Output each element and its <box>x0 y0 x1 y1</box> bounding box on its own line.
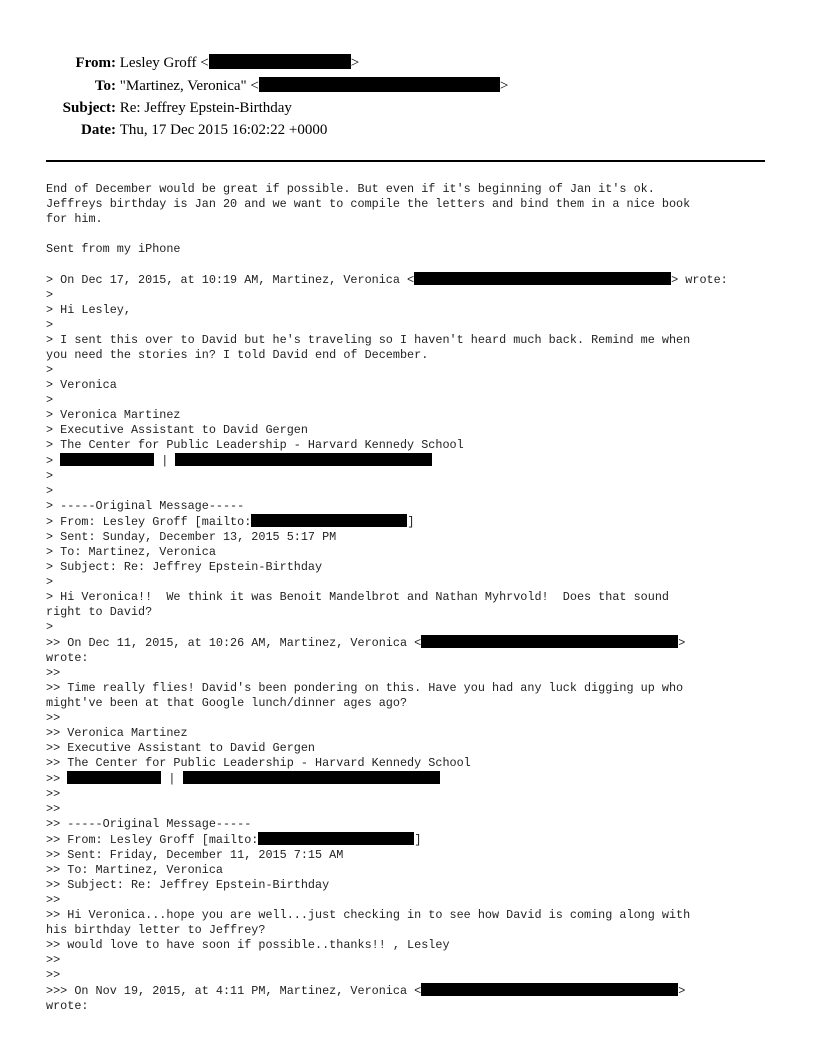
header-subject <box>0 99 292 117</box>
body-line: Sent from my iPhone <box>46 242 181 256</box>
body-line: | <box>154 454 176 468</box>
redaction-block <box>67 771 161 784</box>
message-body <box>46 182 776 1014</box>
body-line: wrote: <box>46 999 89 1013</box>
redaction-block <box>175 453 432 466</box>
header-from <box>0 54 359 72</box>
body-line: > Sent: Sunday, December 13, 2015 5:17 PM <box>46 530 337 544</box>
body-line: >> <box>46 772 68 786</box>
body-line: > From: Lesley Groff [mailto: <box>46 515 252 529</box>
body-line: > To: Martinez, Veronica <box>46 545 216 559</box>
body-line: > <box>46 318 54 332</box>
header-date <box>0 121 327 139</box>
body-line: > Subject: Re: Jeffrey Epstein-Birthday <box>46 560 323 574</box>
redaction-block <box>251 514 407 527</box>
body-line: you need the stories in? I told David end of December. <box>46 348 429 362</box>
body-line: wrote: <box>46 651 89 665</box>
body-line: >> <box>46 968 61 982</box>
redaction-block <box>421 635 678 648</box>
date-label: Date: <box>81 122 116 138</box>
body-line: >> Time really flies! David's been pondering on this. Have you had any luck digging up who <box>46 681 684 695</box>
body-line: ] <box>414 833 422 847</box>
to-name: "Martinez, Veronica" < <box>119 78 259 94</box>
body-line: > -----Original Message----- <box>46 499 245 513</box>
redaction-block <box>183 771 440 784</box>
body-line: his birthday letter to Jeffrey? <box>46 923 266 937</box>
body-line: > Hi Veronica!! We think it was Benoit Mandelbrot and Nathan Myhrvold! Does that sound <box>46 590 669 604</box>
body-line: > <box>678 636 686 650</box>
body-line: > <box>46 469 54 483</box>
body-line: >> From: Lesley Groff [mailto: <box>46 833 259 847</box>
header-divider <box>46 160 765 162</box>
body-line: Jeffreys birthday is Jan 20 and we want to compile the letters and bind them in a nice book <box>46 197 691 211</box>
redaction-block <box>259 77 500 92</box>
body-line: > <box>46 363 54 377</box>
subject-label: Subject: <box>62 100 116 116</box>
body-line: >> <box>46 802 61 816</box>
body-line: End of December would be great if possible. But even if it's beginning of Jan it's ok. <box>46 182 655 196</box>
body-line: for him. <box>46 212 103 226</box>
body-line: >> <box>46 787 61 801</box>
body-line: >> <box>46 666 61 680</box>
body-line: ] <box>407 515 415 529</box>
redaction-block <box>421 983 678 996</box>
body-line: > Veronica <box>46 378 117 392</box>
body-line: >> To: Martinez, Veronica <box>46 863 223 877</box>
body-line: | <box>161 772 183 786</box>
redaction-block <box>258 832 414 845</box>
body-line: > <box>46 575 54 589</box>
body-line: >> Sent: Friday, December 11, 2015 7:15 AM <box>46 848 344 862</box>
body-line: > Executive Assistant to David Gergen <box>46 423 308 437</box>
body-line: right to David? <box>46 605 153 619</box>
body-line: might've been at that Google lunch/dinner ages ago? <box>46 696 408 710</box>
body-line: > I sent this over to David but he's traveling so I haven't heard much back. Remind me when <box>46 333 691 347</box>
body-line: > <box>46 393 54 407</box>
subject-value: Re: Jeffrey Epstein-Birthday <box>119 100 292 116</box>
body-line: >> The Center for Public Leadership - Harvard Kennedy School <box>46 756 471 770</box>
body-line: >>> On Nov 19, 2015, at 4:11 PM, Martinez, Veronica < <box>46 984 422 998</box>
body-line: >> <box>46 893 61 907</box>
date-value: Thu, 17 Dec 2015 16:02:22 +0000 <box>119 122 328 138</box>
from-close: > <box>350 55 360 71</box>
body-line: >> -----Original Message----- <box>46 817 252 831</box>
body-line: > <box>46 288 54 302</box>
body-line: > <box>46 454 61 468</box>
redaction-block <box>209 54 351 69</box>
body-line: >> <box>46 711 61 725</box>
body-line: > Hi Lesley, <box>46 303 131 317</box>
body-line: >> would love to have soon if possible..thanks!! , Lesley <box>46 938 450 952</box>
body-line: >> Subject: Re: Jeffrey Epstein-Birthday <box>46 878 330 892</box>
body-line: > <box>46 620 54 634</box>
from-label: From: <box>75 55 116 71</box>
body-line: > <box>678 984 686 998</box>
body-line: > Veronica Martinez <box>46 408 181 422</box>
body-line: >> Executive Assistant to David Gergen <box>46 741 316 755</box>
body-line: >> <box>46 953 61 967</box>
from-name: Lesley Groff < <box>119 55 209 71</box>
redaction-block <box>414 272 671 285</box>
to-label: To: <box>94 78 116 94</box>
body-line: > The Center for Public Leadership - Harvard Kennedy School <box>46 438 464 452</box>
body-line: >> Hi Veronica...hope you are well...just checking in to see how David is coming along with <box>46 908 691 922</box>
header-to <box>0 77 508 95</box>
body-line: >> On Dec 11, 2015, at 10:26 AM, Martinez, Veronica < <box>46 636 422 650</box>
body-line: > <box>46 484 54 498</box>
redaction-block <box>60 453 154 466</box>
to-close: > <box>499 78 509 94</box>
body-line: > On Dec 17, 2015, at 10:19 AM, Martinez, Veronica < <box>46 273 415 287</box>
body-line: >> Veronica Martinez <box>46 726 188 740</box>
body-line: > wrote: <box>671 273 728 287</box>
